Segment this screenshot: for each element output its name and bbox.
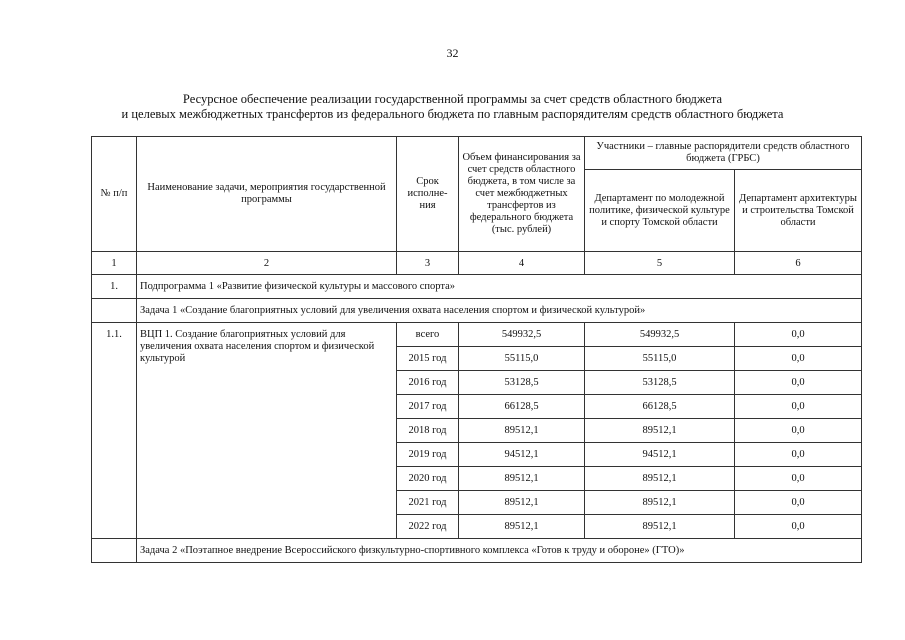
page-number: 32 xyxy=(446,46,459,60)
total-cell: 66128,5 xyxy=(459,395,585,419)
total-cell: 55115,0 xyxy=(459,347,585,371)
header-row xyxy=(92,137,862,170)
term-cell: 2021 год xyxy=(397,491,459,515)
subprogram-num: 1. xyxy=(92,275,137,299)
header-participants: Участники – главные распорядители средств областного бюджета (ГРБС) xyxy=(585,137,862,170)
dept1-cell: 94512,1 xyxy=(585,443,735,467)
header-funding: Объем финансирования за счет средств областного бюджета, в том числе за счет межбюджетных трансфертов из федерального бюджета (тыс. рублей) xyxy=(459,137,585,252)
dept2-cell: 0,0 xyxy=(735,395,862,419)
dept1-cell: 53128,5 xyxy=(585,371,735,395)
term-cell: 2017 год xyxy=(397,395,459,419)
column-numbers-row xyxy=(92,252,862,275)
total-cell: 89512,1 xyxy=(459,467,585,491)
col-number: 1 xyxy=(92,252,137,275)
total-cell: 549932,5 xyxy=(459,323,585,347)
dept2-cell: 0,0 xyxy=(735,467,862,491)
activity-num: 1.1. xyxy=(92,323,137,539)
budget-table xyxy=(91,136,862,563)
activity-name: ВЦП 1. Создание благоприятных условий для увеличения охвата населения спортом и физической культурой xyxy=(137,323,397,539)
total-cell: 89512,1 xyxy=(459,419,585,443)
total-cell: 89512,1 xyxy=(459,515,585,539)
dept2-cell: 0,0 xyxy=(735,323,862,347)
dept2-cell: 0,0 xyxy=(735,347,862,371)
task-row xyxy=(92,539,862,563)
dept1-cell: 89512,1 xyxy=(585,467,735,491)
table-row xyxy=(92,323,862,347)
dept1-cell: 66128,5 xyxy=(585,395,735,419)
header-dept2: Департамент архитектуры и строительства Томской области xyxy=(735,170,862,252)
subprogram-title: Подпрограмма 1 «Развитие физической культуры и массового спорта» xyxy=(137,275,862,299)
dept2-cell: 0,0 xyxy=(735,371,862,395)
header-name: Наименование задачи, мероприятия государственной программы xyxy=(137,137,397,252)
col-number: 6 xyxy=(735,252,862,275)
dept1-cell: 89512,1 xyxy=(585,491,735,515)
total-cell: 94512,1 xyxy=(459,443,585,467)
dept1-cell: 55115,0 xyxy=(585,347,735,371)
header-num: № п/п xyxy=(92,137,137,252)
dept2-cell: 0,0 xyxy=(735,443,862,467)
dept1-cell: 89512,1 xyxy=(585,419,735,443)
total-cell: 53128,5 xyxy=(459,371,585,395)
task-2-title: Задача 2 «Поэтапное внедрение Всероссийского физкультурно-спортивного комплекса «Готов к труду и обороне» (ГТО)» xyxy=(137,539,862,563)
term-cell: 2019 год xyxy=(397,443,459,467)
subprogram-row xyxy=(92,275,862,299)
term-cell: 2018 год xyxy=(397,419,459,443)
dept2-cell: 0,0 xyxy=(735,491,862,515)
term-cell: всего xyxy=(397,323,459,347)
col-number: 3 xyxy=(397,252,459,275)
dept1-cell: 549932,5 xyxy=(585,323,735,347)
task-num-empty xyxy=(92,539,137,563)
document-title xyxy=(40,92,865,122)
dept1-cell: 89512,1 xyxy=(585,515,735,539)
total-cell: 89512,1 xyxy=(459,491,585,515)
dept2-cell: 0,0 xyxy=(735,515,862,539)
col-number: 4 xyxy=(459,252,585,275)
task-num-empty xyxy=(92,299,137,323)
header-dept1: Департамент по молодежной политике, физической культуре и спорту Томской области xyxy=(585,170,735,252)
task-1-title: Задача 1 «Создание благоприятных условий для увеличения охвата населения спортом и физической культурой» xyxy=(137,299,862,323)
term-cell: 2020 год xyxy=(397,467,459,491)
term-cell: 2015 год xyxy=(397,347,459,371)
col-number: 5 xyxy=(585,252,735,275)
dept2-cell: 0,0 xyxy=(735,419,862,443)
term-cell: 2022 год xyxy=(397,515,459,539)
task-row xyxy=(92,299,862,323)
col-number: 2 xyxy=(137,252,397,275)
term-cell: 2016 год xyxy=(397,371,459,395)
title-line-1: Ресурсное обеспечение реализации государственной программы за счет средств областного бюджета xyxy=(182,92,723,106)
header-term: Срок исполне-ния xyxy=(397,137,459,252)
title-line-2: и целевых межбюджетных трансфертов из федерального бюджета по главным распорядителям средств областного бюджета xyxy=(121,107,784,121)
